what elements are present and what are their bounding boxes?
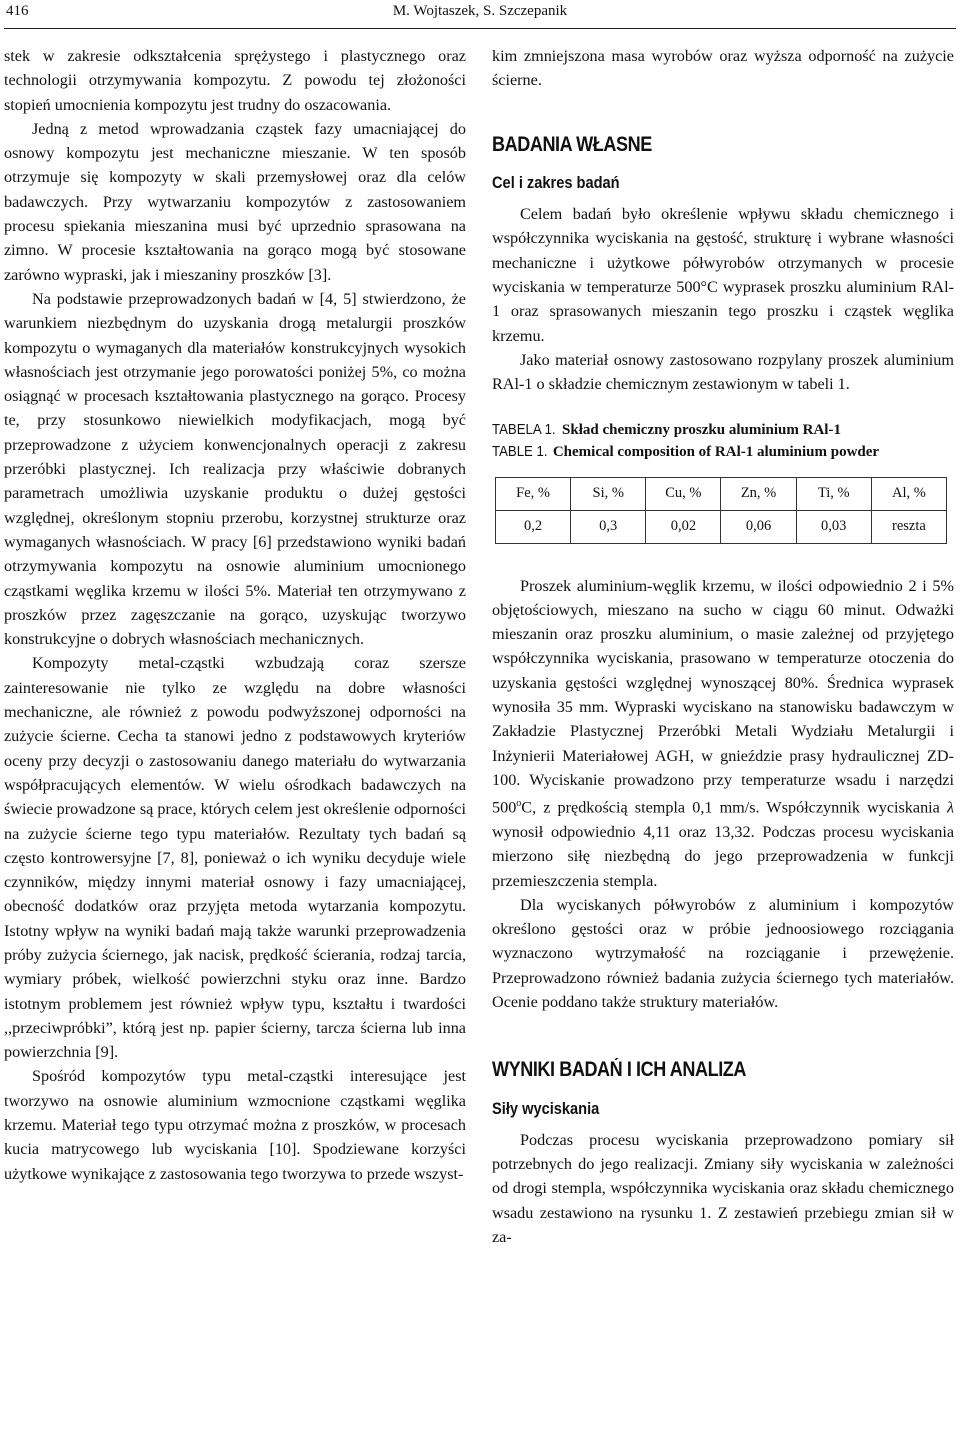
paragraph-extrusion bbox=[492, 574, 954, 893]
paragraph: Na podstawie przeprowadzonych badań w [4, 5] stwierdzono, że warunkiem niezbędnym do uzyskania drogą metalurgii proszków kompozytu o wymaganych dla materiałów konstrukcyjnych wysokich własnościach jest otrzymanie jego porowatości poniżej 5%, co można osiągnąć w procesach kształtowania plastycznego na gorąco. Procesy te, przy stosunkowo niewielkich modyfikacjach, mogą być przeprowadzone z użyciem konwencjonalnych operacji z zakresu przeróbki plastycznej. Ich realizacja przy właściwie dobranych parametrach umożliwia uzyskanie produktu o dużej gęstości względnej, określonym stopniu przerobu, korzystnej strukturze oraz wymaganych własnościach. W pracy [6] przedstawiono wyniki badań otrzymywania kompozytu na osnowie aluminium umocnionego cząstkami węglika krzemu w ilości 5%. Materiał ten otrzymywano z proszków przez zagęszczanie na gorąco, uzyskując tworzywo konstrukcyjne o dobrych własnościach mechanicznych. bbox=[4, 289, 466, 649]
paragraph: Jako materiał osnowy zastosowano rozpylany proszek aluminium RAl-1 o składzie chemicznym zestawionym w tabeli 1. bbox=[492, 350, 954, 394]
table-header-cell: Fe, % bbox=[496, 477, 571, 510]
table-caption-en bbox=[492, 441, 954, 463]
table-cell: 0,3 bbox=[571, 510, 646, 543]
right-column bbox=[492, 44, 954, 1249]
paragraph-continued: stek w zakresie odkształcenia sprężystego i plastycznego oraz technologii otrzymywania kompozytu. Z powodu tej złożoności stopień umocnienia kompozytu jest trudny do oszacowania. bbox=[4, 47, 466, 114]
paragraph: Dla wyciskanych półwyrobów z aluminium i kompozytów określono gęstości oraz w próbie jednoosiowego rozciągania wyznaczono wytrzymałość na rozciąganie i przewężenie. Przeprowadzono również badania zużycia ściernego tych materiałów. Ocenie poddano także struktury materiałów. bbox=[492, 895, 954, 1011]
text-run: wynosił odpowiednio 4,11 oraz 13,32. Podczas procesu wyciskania mierzono siłę niezbędną do jego przeprowadzenia w funkcji przemieszczenia stempla. bbox=[492, 822, 954, 890]
paragraph: Kompozyty metal-cząstki wzbudzają coraz szersze zainteresowanie nie tylko ze względu na dobre własności mechaniczne, ale również z powodu podwyższonej odporności na zużycie ścierne. Cecha ta stanowi jedno z podstawowych kryteriów oceny przy decyzji o zastosowaniu danego materiału do wytwarzania współpracujących elementów. W wielu ośrodkach badawczych na świecie prowadzone są prace, których celem jest określenie odporności na zużycie ścierne tego typu materiałów. Rezultaty tych badań są często kontrowersyjne [7, 8], ponieważ o ich wyniku decyduje wiele czynników, między innymi materiał osnowy i fazy umacniającej, obecność dodatków oraz przyjęta metoda wytarzania kompozytu. Istotny wpływ na wyniki badań mają także warunki przeprowadzenia próby zużycia ściernego, jak nacisk, prędkość ścierania, rodzaj tarcia, wymiary próbek, wielkość powierzchni styku oraz inne. Bardzo istotnym problemem jest również wpływ typu, kształtu i twardości ,,przeciwpróbki”, którą jest np. papier ścierny, tarcza ścierna lub inna powierzchnia [9]. bbox=[4, 654, 466, 1062]
page-number: 416 bbox=[6, 3, 29, 19]
subsection-heading-sily: Siły wyciskania bbox=[492, 1098, 600, 1118]
text-run: Proszek aluminium-węglik krzemu, w ilości odpowiednio 2 i 5% objętościowych, mieszano na sucho w ciągu 60 minut. Odważki mieszanin oraz proszku aluminium, o masie zależnej od przyjętego współczynnika wyciskania, prasowano w temperaturze otoczenia do uzyskania gęstości względnej wynoszącej 80%. Średnica wyprasek wynosiła 35 mm. Wypraski wyciskano na stanowisku badawczym w Zakładzie Plastycznej Przeróbki Metali Wydziału Metalurgii i Inżynierii Materiałowej AGH, w gnieździe prasy hydraulicznej ZD-100. Wyciskanie prowadzono przy temperaturze wsadu i narzędzi 500 bbox=[492, 576, 954, 817]
section-heading-wyniki: WYNIKI BADAŃ I ICH ANALIZA bbox=[492, 1058, 747, 1082]
table-label-pl: TABELA 1. bbox=[492, 420, 556, 438]
paragraph: Spośród kompozytów typu metal-cząstki interesujące jest tworzywo na osnowie aluminium wzmocnione cząstkami węglika krzemu. Materiał tego typu otrzymać można z proszków, w procesach kucia matrycowego lub wyciskania [10]. Spodziewane korzyści użytkowe wynikające z zastosowania tego tworzywa to przede wszyst- bbox=[4, 1067, 466, 1183]
table-cell: 0,02 bbox=[646, 510, 721, 543]
table-header-cell: Cu, % bbox=[646, 477, 721, 510]
text-run: C, z prędkością stempla 0,1 mm/s. Współczynnik wyciskania bbox=[521, 798, 947, 817]
running-head: M. Wojtaszek, S. Szczepanik bbox=[392, 3, 568, 19]
lambda-symbol: λ bbox=[946, 798, 954, 817]
table-row bbox=[496, 510, 947, 543]
paragraph-continued: kim zmniejszona masa wyrobów oraz wyższa odporność na zużycie ścierne. bbox=[492, 47, 954, 90]
table-header-cell: Si, % bbox=[571, 477, 646, 510]
table-header-cell: Ti, % bbox=[796, 477, 871, 510]
table-header-cell: Al, % bbox=[871, 477, 946, 510]
section-heading-badania: BADANIA WŁASNE bbox=[492, 132, 652, 156]
paragraph: Jedną z metod wprowadzania cząstek fazy umacniającej do osnowy kompozytu jest mechaniczne mieszanie. W ten sposób otrzymuje się kompozyty w skali przemysłowej oraz dla celów badawczych. Przy wytwarzaniu kompozytów z zastosowaniem procesu spiekania mieszanina musi być uprzednio sprasowana na zimno. W procesie kształtowania na gorąco mogą być stosowane zarówno wypraski, jak i mieszaniny proszków [3]. bbox=[4, 119, 466, 284]
table-caption-pl bbox=[492, 419, 954, 441]
paragraph: Podczas procesu wyciskania przeprowadzono pomiary sił potrzebnych do jego realizacji. Zmiany siły wyciskania w zależności od drogi stempla, współczynnika wyciskania oraz składu chemicznego wsadu zestawiono na rysunku 1. Z zestawień przebiegu zmian sił w za- bbox=[492, 1130, 954, 1247]
table-cell: 0,2 bbox=[496, 510, 571, 543]
degree-sup: o bbox=[516, 798, 522, 810]
table-cell: 0,03 bbox=[796, 510, 871, 543]
subsection-heading-cel: Cel i zakres badań bbox=[492, 172, 620, 192]
composition-table bbox=[495, 477, 947, 544]
table-label-en: TABLE 1. bbox=[492, 442, 548, 460]
page-header bbox=[0, 0, 960, 24]
paragraph: Celem badań było określenie wpływu składu chemicznego i współczynnika wyciskania na gęstość, strukturę i wybrane własności mechaniczne i użytkowe półwyrobów otrzymanych w procesie wyciskania w temperaturze 500°C wyprasek proszku aluminium RAl-1 oraz sprasowanych mieszanin tego proszku i cząstek węglika krzemu. bbox=[492, 205, 954, 345]
table-cell: 0,06 bbox=[721, 510, 796, 543]
header-rule bbox=[4, 28, 956, 29]
table-title-pl: Skład chemiczny proszku aluminium RAl-1 bbox=[562, 421, 841, 438]
table-header-row bbox=[496, 477, 947, 510]
table-title-en: Chemical composition of RAl-1 aluminium powder bbox=[552, 443, 880, 460]
table-header-cell: Zn, % bbox=[721, 477, 796, 510]
left-column bbox=[4, 44, 466, 1186]
table-cell: reszta bbox=[871, 510, 946, 543]
